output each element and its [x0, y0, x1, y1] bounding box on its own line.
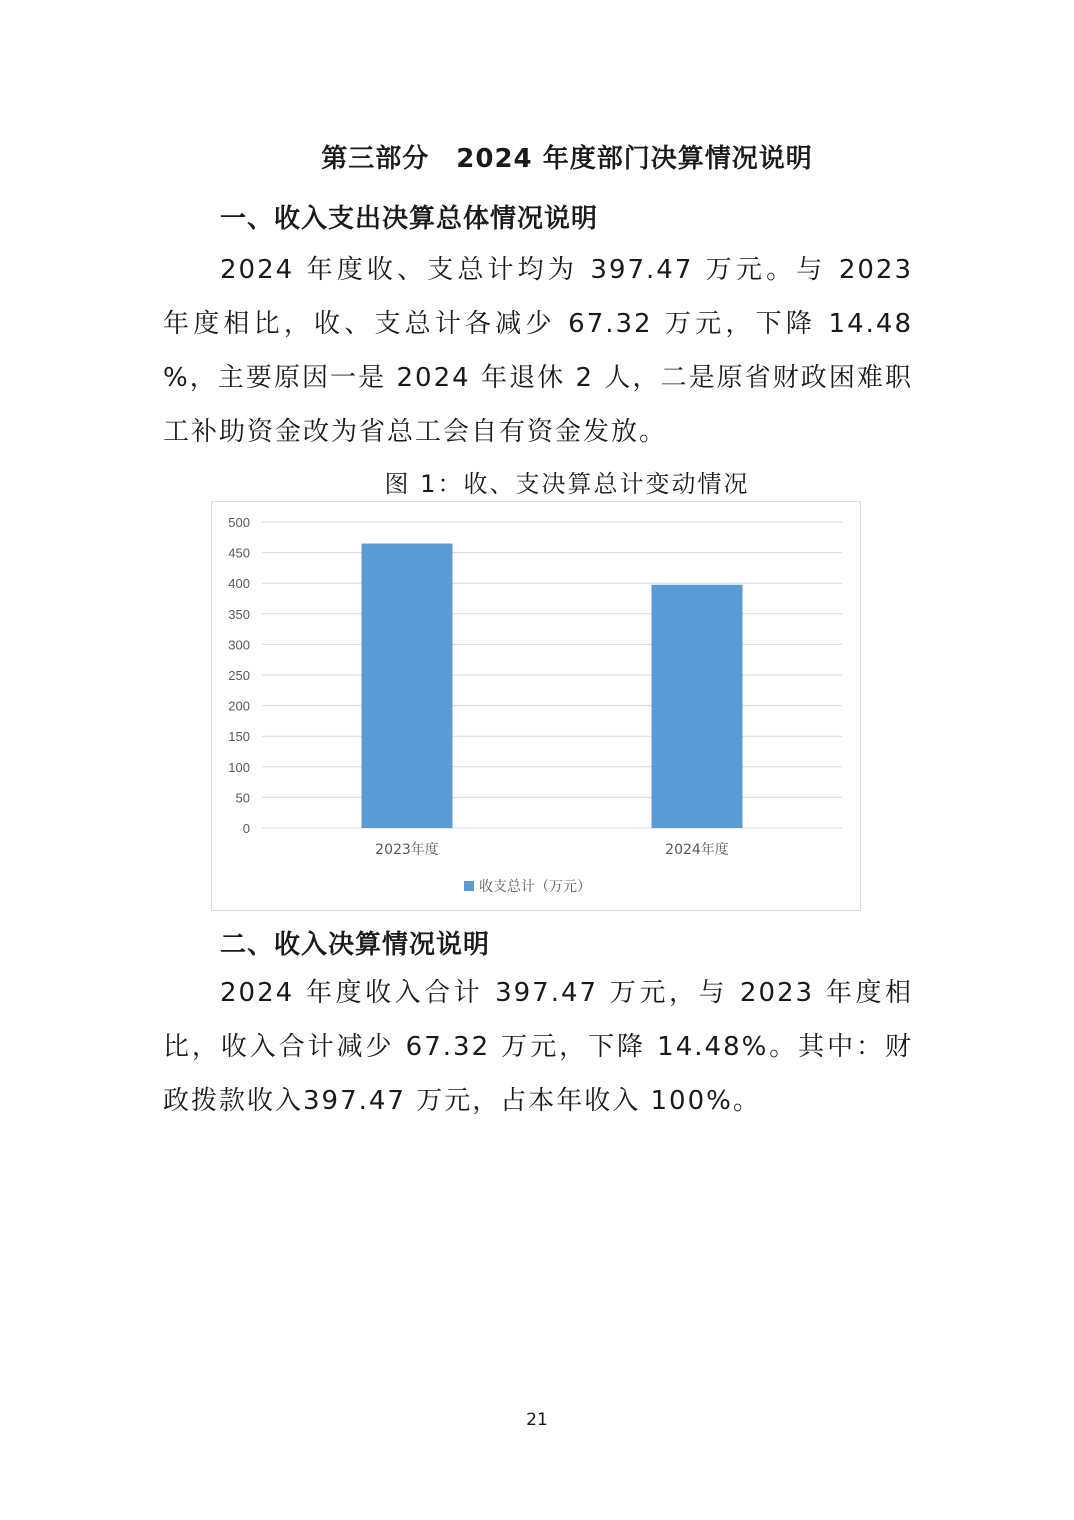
y-tick-label: 350 [228, 606, 250, 622]
y-tick-label: 0 [242, 821, 250, 836]
y-tick-label: 100 [228, 759, 250, 775]
y-tick-label: 50 [235, 790, 250, 806]
bar-2024年度 [652, 585, 743, 828]
y-tick-label: 500 [228, 515, 250, 530]
section1-paragraph: 2024 年度收、支总计均为 397.47 万元。与 2023 年度相比，收、支总计各减少 67.32 万元，下降 14.48 %，主要原因一是 2024 年退休 2 人，二是原省财政困难职工补助资金改为省总工会自有资金发放。 [163, 255, 913, 447]
section2-paragraph: 2024 年度收入合计 397.47 万元，与 2023 年度相比，收入合计减少 67.32 万元，下降 14.48%。其中：财政拨款收入397.47 万元，占本年收入 100%。 [163, 978, 913, 1116]
section1-heading: 一、收入支出决算总体情况说明 [220, 204, 599, 234]
chart-bars [362, 544, 743, 828]
page-number: 21 [526, 1410, 548, 1430]
y-tick-label: 200 [228, 698, 250, 714]
bar-2023年度 [362, 544, 453, 828]
x-axis-ticks [375, 841, 729, 858]
x-tick-label: 2023年度 [375, 842, 439, 858]
chart-legend [464, 878, 591, 895]
chart-svg [212, 502, 860, 910]
y-tick-label: 400 [228, 576, 250, 592]
x-tick-label: 2024年度 [665, 842, 729, 858]
figure-caption: 图 1：收、支决算总计变动情况 [384, 470, 750, 498]
legend-swatch [464, 881, 474, 891]
y-tick-label: 300 [228, 637, 250, 653]
y-axis-ticks [228, 515, 250, 836]
chart-gridlines [262, 522, 842, 828]
y-tick-label: 250 [228, 668, 250, 683]
section2-heading: 二、收入决算情况说明 [220, 930, 491, 960]
legend-label: 收支总计（万元） [479, 879, 591, 895]
y-tick-label: 450 [228, 545, 250, 561]
page-title: 第三部分 2024 年度部门决算情况说明 [321, 144, 813, 174]
y-tick-label: 150 [228, 729, 250, 745]
bar-chart [211, 501, 861, 911]
